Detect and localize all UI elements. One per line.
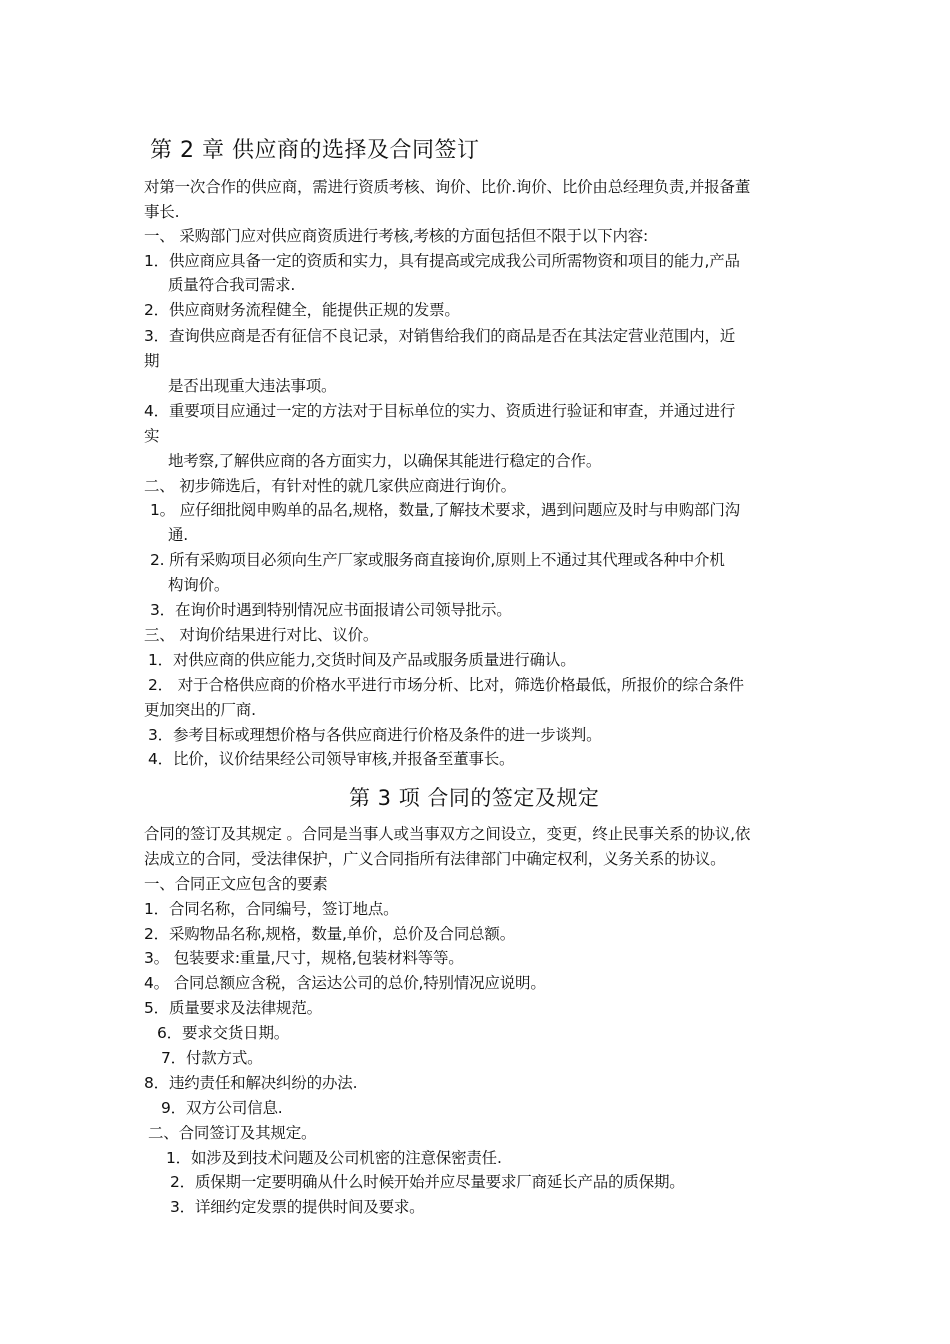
intro-line: 事长. <box>144 203 180 221</box>
list-item: 2．供应商财务流程健全，能提供正规的发票。 <box>144 301 460 319</box>
list-item: 3．在询价时遇到特别情况应书面报请公司领导批示。 <box>150 601 512 619</box>
section-heading: 二、合同签订及其规定。 <box>148 1124 317 1142</box>
list-item: 4。 合同总额应含税，含运达公司的总价,特别情况应说明。 <box>144 974 546 992</box>
section-title: 第 3 项 合同的签定及规定 <box>349 786 600 810</box>
list-item: 通. <box>168 526 189 544</box>
list-item: 4．重要项目应通过一定的方法对于目标单位的实力、资质进行验证和审查，并通过进行 <box>144 402 736 420</box>
section-heading: 一、合同正文应包含的要素 <box>144 875 328 893</box>
list-item: 8．违约责任和解决纠纷的办法. <box>144 1074 358 1092</box>
list-item: 2．质保期一定要明确从什么时候开始并应尽量要求厂商延长产品的质保期。 <box>170 1173 685 1191</box>
list-item: 地考察,了解供应商的各方面实力，以确保其能进行稳定的合作。 <box>168 452 602 470</box>
list-item: 是否出现重大违法事项。 <box>168 377 337 395</box>
section-heading: 一、 采购部门应对供应商资质进行考核,考核的方面包括但不限于以下内容: <box>144 227 649 245</box>
list-item: 3。 包装要求:重量,尺寸，规格,包装材料等等。 <box>144 949 464 967</box>
section-heading: 三、 对询价结果进行对比、议价。 <box>144 626 379 644</box>
intro-line: 法成立的合同，受法律保护，广义合同指所有法律部门中确定权利，义务关系的协议。 <box>144 850 726 868</box>
list-item: 2． 对于合格供应商的价格水平进行市场分析、比对，筛选价格最低，所报价的综合条件 <box>148 676 744 694</box>
list-item: 1．合同名称，合同编号，签订地点。 <box>144 900 399 918</box>
list-item: 3．查询供应商是否有征信不良记录，对销售给我们的商品是否在其法定营业范围内，近 <box>144 327 736 345</box>
list-item: 构询价。 <box>168 576 230 594</box>
list-item: 1。 应仔细批阅申购单的品名,规格，数量,了解技术要求，遇到问题应及时与申购部门沟 <box>150 501 740 519</box>
list-item: 1．供应商应具备一定的资质和实力，具有提高或完成我公司所需物资和项目的能力,产品 <box>144 252 740 270</box>
list-item: 4．比价，议价结果经公司领导审核,并报备至董事长。 <box>148 750 515 768</box>
section-heading: 二、 初步筛选后，有针对性的就几家供应商进行询价。 <box>144 477 516 495</box>
list-item: 3．详细约定发票的提供时间及要求。 <box>170 1198 425 1216</box>
list-item: 实 <box>144 427 160 445</box>
list-item: 3．参考目标或理想价格与各供应商进行价格及条件的进一步谈判。 <box>148 726 602 744</box>
intro-line: 合同的签订及其规定 。合同是当事人或当事双方之间设立，变更，终止民事关系的协议,依 <box>144 825 751 843</box>
list-item: 7．付款方式。 <box>161 1049 263 1067</box>
intro-line: 对第一次合作的供应商，需进行资质考核、询价、比价.询价、比价由总经理负责,并报备董 <box>144 178 751 196</box>
list-item: 更加突出的厂商. <box>144 701 256 719</box>
list-item: 2. 所有采购项目必须向生产厂家或服务商直接询价,原则上不通过其代理或各种中介机 <box>150 551 725 569</box>
chapter-title: 第 2 章 供应商的选择及合同签订 <box>150 138 480 163</box>
list-item: 期 <box>144 352 160 370</box>
list-item: 1．如涉及到技术问题及公司机密的注意保密责任. <box>166 1149 502 1167</box>
list-item: 6．要求交货日期。 <box>157 1024 290 1042</box>
list-item: 质量符合我司需求. <box>168 276 296 294</box>
list-item: 2．采购物品名称,规格，数量,单价，总价及合同总额。 <box>144 925 516 943</box>
list-item: 1．对供应商的供应能力,交货时间及产品或服务质量进行确认。 <box>148 651 576 669</box>
list-item: 9．双方公司信息. <box>161 1099 283 1117</box>
list-item: 5．质量要求及法律规范。 <box>144 999 322 1017</box>
